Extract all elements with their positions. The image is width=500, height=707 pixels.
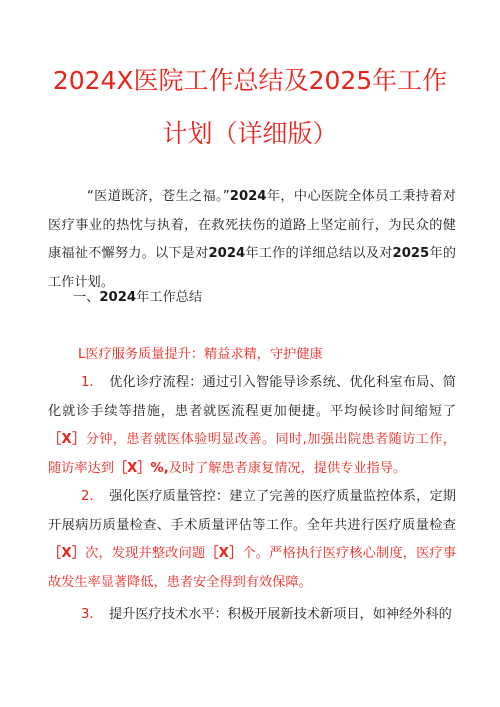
item-text-b: 分钟，患者就医体验明显改善。同时,加强出院患者随访工作，随访率达到: [48, 432, 456, 476]
intro-text-3: 年的工作计划。: [48, 246, 456, 290]
placeholder-x: ［X］: [48, 432, 86, 447]
list-item: [48, 483, 456, 597]
placeholder-x: ［X］: [205, 546, 243, 561]
section-year: 2024: [99, 290, 137, 305]
section-heading-text: 年工作总结: [136, 290, 203, 305]
list-item: [48, 601, 456, 630]
item-text-c: 及时了解患者康复情况，提供专业指导。: [168, 460, 407, 476]
intro-text-2: 年工作的详细总结以及对: [245, 246, 393, 261]
item-text-a: 提升医疗技术水平：积极开展新技术新项目，如神经外科的: [109, 607, 452, 622]
document-title-line-2: 计划（详细版）: [162, 119, 338, 148]
item-text-c: 个。严格执行医疗核心制度，医疗事故发生率显著降低，患者安全得到有效保障。: [48, 546, 457, 590]
placeholder-x: ［X］: [48, 546, 86, 561]
subsection-heading-1: L医疗服务质量提升：精益求精，守护健康: [78, 347, 323, 362]
intro-year-2024-b: 2024: [208, 246, 246, 261]
intro-text-1: 年，中心医院全体员工秉持着对医疗事业的热忱与执着，在救死扶伤的道路上坚定前行，为民众的健康福祉不懈努力。以下是对: [48, 189, 456, 261]
intro-quote: “医道既济，苍生之福。”: [87, 189, 230, 204]
intro-paragraph: [48, 183, 456, 297]
placeholder-x-percent: ［X］%,: [113, 460, 169, 476]
section-heading-1: [73, 288, 202, 308]
item-number: 2.: [81, 489, 94, 504]
item-number: 1.: [81, 375, 94, 390]
item-text-a: 强化医疗质量管控：建立了完善的医疗质量监控体系，定期开展病历质量检查、手术质量评估等工作。全年共进行医疗质量检查: [48, 489, 456, 533]
list-item: [48, 369, 456, 483]
intro-year-2025: 2025: [392, 246, 430, 261]
section-number: 一、: [73, 290, 100, 305]
item-text-a: 优化诊疗流程：通过引入智能导诊系统、优化科室布局、简化就诊手续等措施，患者就医流程更加便捷。平均候诊时间缩短了: [48, 375, 456, 419]
item-text-b: 次，发现并整改问题: [85, 546, 206, 561]
intro-year-2024: 2024: [229, 189, 267, 204]
document-title-line-1: 2024X医院工作总结及2025年工作: [52, 66, 448, 95]
item-number: 3.: [81, 607, 94, 622]
